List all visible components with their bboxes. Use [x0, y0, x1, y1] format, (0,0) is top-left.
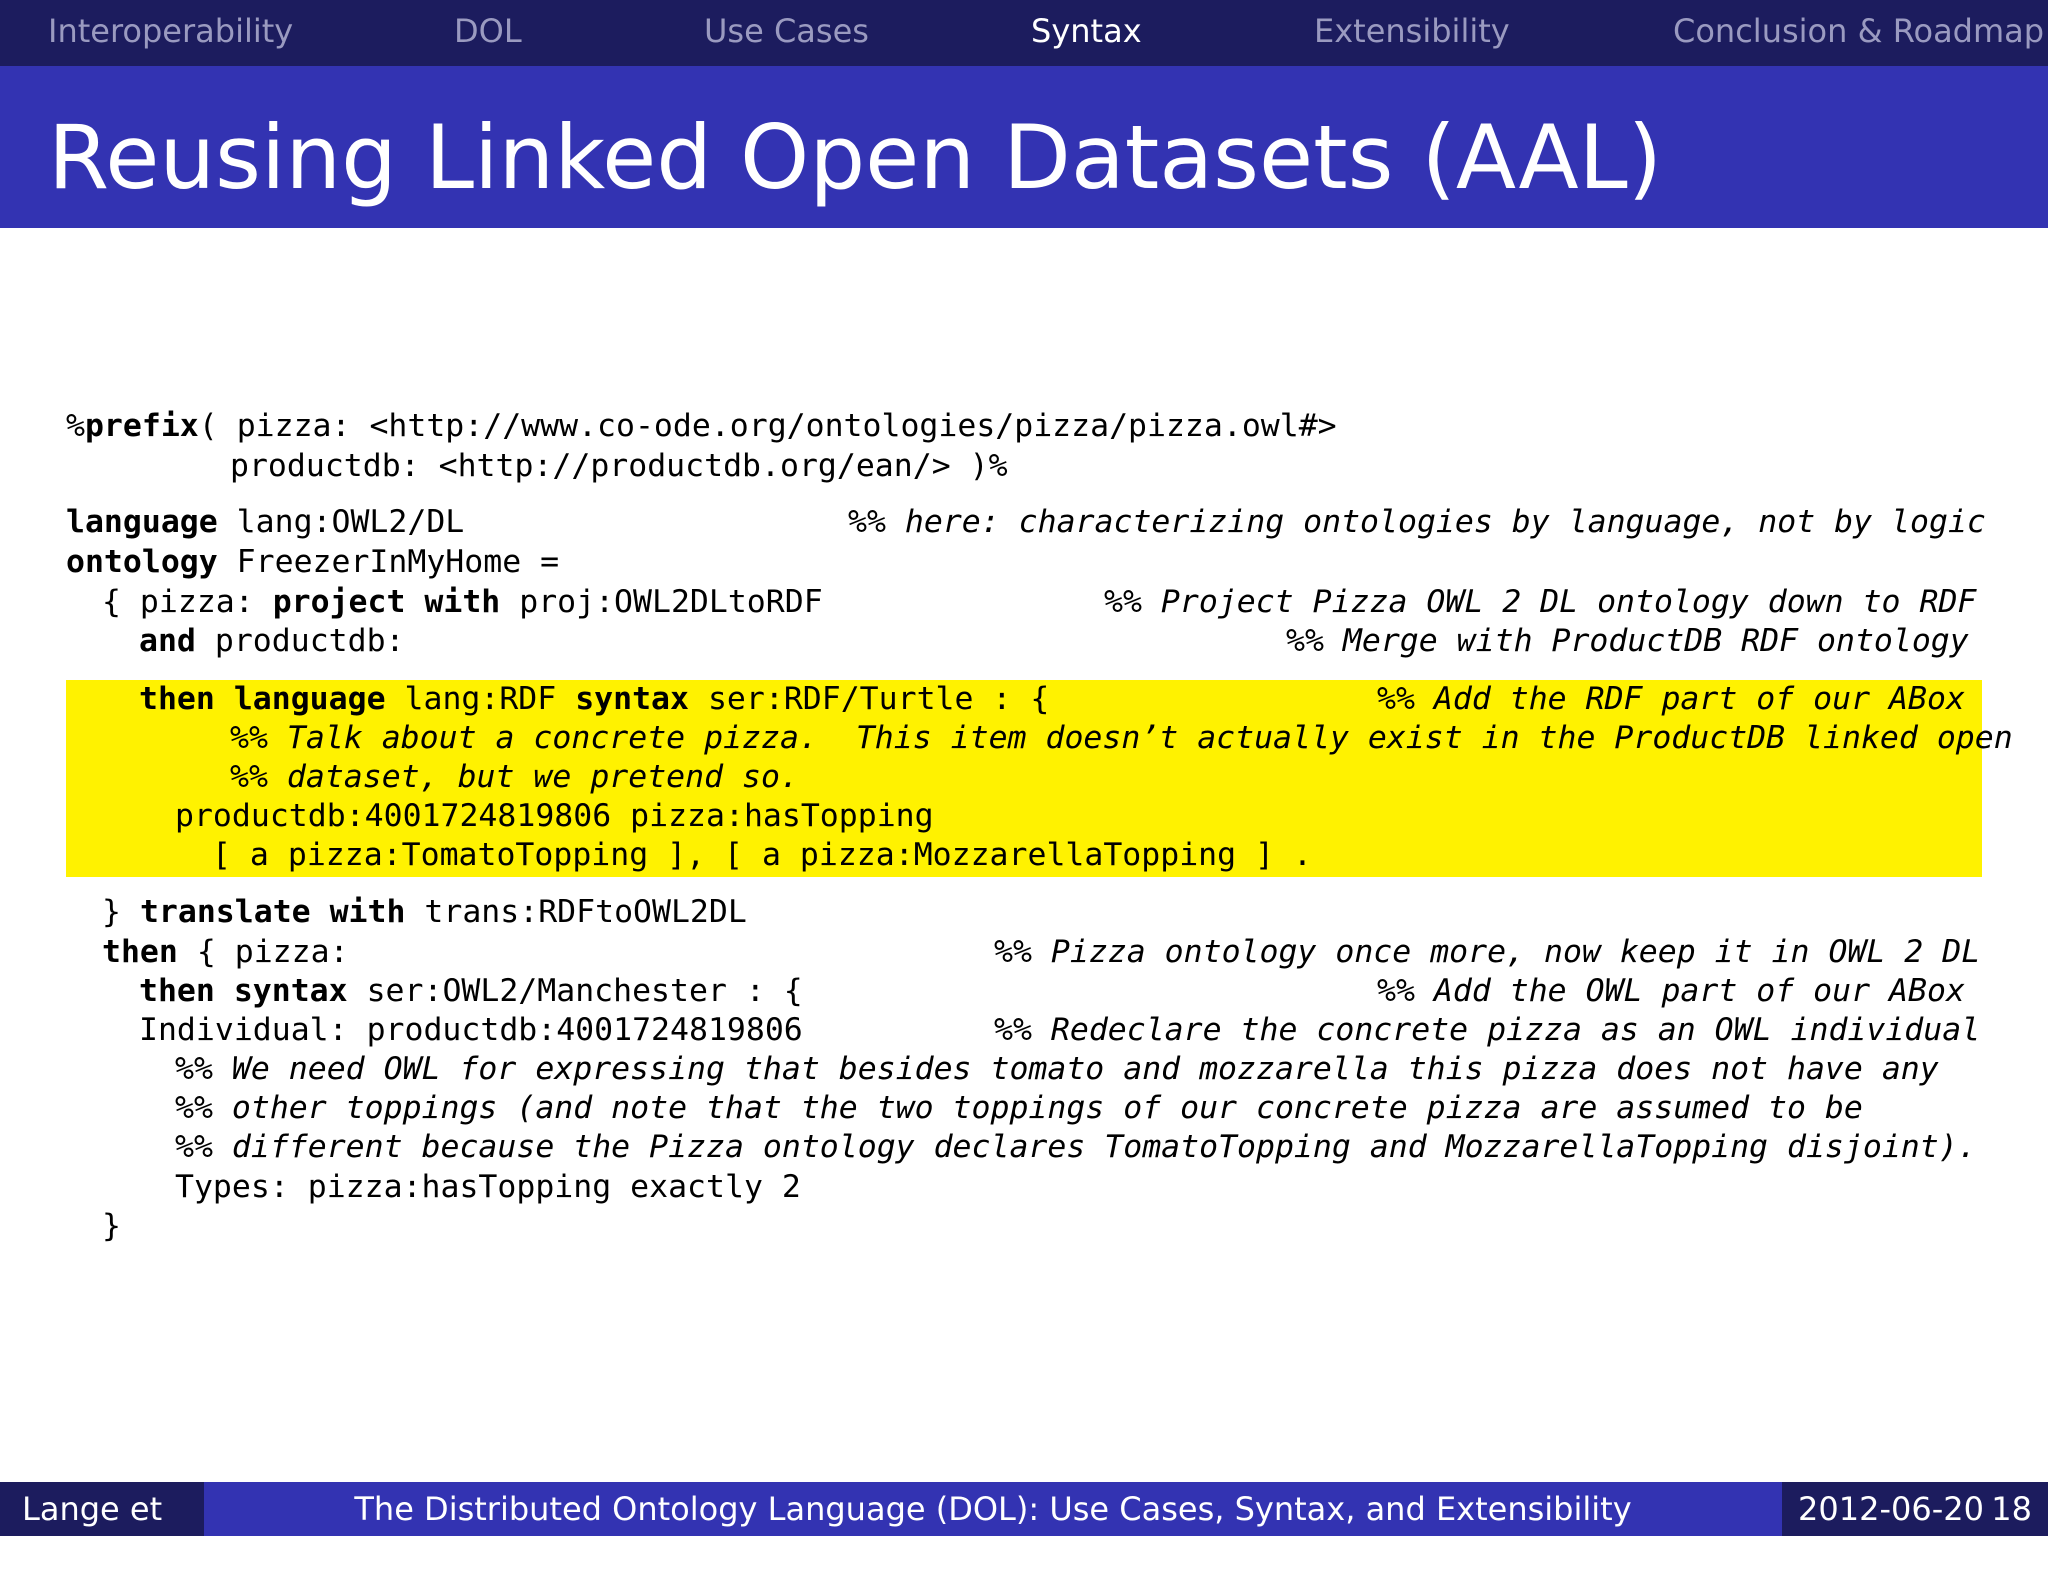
nav-item-dol[interactable]: DOL [454, 12, 522, 50]
nav-item-extensibility[interactable]: Extensibility [1314, 12, 1510, 50]
code-line: then language lang:RDF syntax ser:RDF/Turtle : { [139, 681, 1050, 717]
code-comment: %% Merge with ProductDB RDF ontology [1286, 623, 1969, 659]
footer-date-page [1782, 1482, 2048, 1536]
code-comment: %% Project Pizza OWL 2 DL ontology down to RDF [1104, 584, 1977, 620]
code-line: [ a pizza:TomatoTopping ], [ a pizza:MozzarellaTopping ] . [212, 837, 1312, 873]
slide-title: Reusing Linked Open Datasets (AAL) [48, 106, 1663, 209]
code-line: } translate with trans:RDFtoOWL2DL [102, 894, 747, 930]
code-line: } [102, 1208, 121, 1244]
code-comment: %% other toppings (and note that the two toppings of our concrete pizza are assumed to be [175, 1090, 1863, 1126]
footer-title: The Distributed Ontology Language (DOL): Use Cases, Syntax, and Extensibility [354, 1490, 1632, 1528]
code-line: Types: pizza:hasTopping exactly 2 [175, 1169, 801, 1205]
nav-item-syntax[interactable]: Syntax [1031, 12, 1142, 50]
code-comment: %% We need OWL for expressing that besides tomato and mozzarella this pizza does not have any [175, 1051, 1939, 1087]
code-line: productdb: <http://productdb.org/ean/> )% [230, 448, 1008, 484]
code-line: then { pizza: [102, 934, 349, 970]
code-line: then syntax ser:OWL2/Manchester : { [139, 973, 803, 1009]
code-line: productdb:4001724819806 pizza:hasTopping [175, 798, 934, 834]
footer-date: 2012-06-20 [1798, 1490, 1984, 1528]
footer [0, 1482, 2048, 1582]
footer-author: Lange et al. [0, 1482, 204, 1536]
nav-item-use-cases[interactable]: Use Cases [704, 12, 869, 50]
code-line: ontology FreezerInMyHome = [66, 544, 560, 580]
code-line: Individual: productdb:4001724819806 [139, 1012, 803, 1048]
page-number: 18 [1991, 1490, 2032, 1528]
code-comment: %% Add the RDF part of our ABox [1377, 681, 1965, 717]
code-comment: %% here: characterizing ontologies by language, not by logic [848, 504, 1986, 540]
code-comment: %% Add the OWL part of our ABox [1377, 973, 1965, 1009]
code-comment: %% Redeclare the concrete pizza as an OWL individual [994, 1012, 1981, 1048]
code-comment: %% Talk about a concrete pizza. This item doesn’t actually exist in the ProductDB linked open [230, 720, 2013, 756]
code-line: and productdb: [139, 623, 405, 659]
code-line: language lang:OWL2/DL [66, 504, 465, 540]
code-comment: %% Pizza ontology once more, now keep it in OWL 2 DL [994, 934, 1981, 970]
code-line: { pizza: project with proj:OWL2DLtoRDF [102, 584, 823, 620]
code-line: %prefix( pizza: <http://www.co-ode.org/ontologies/pizza/pizza.owl#> [66, 408, 1337, 444]
code-comment: %% different because the Pizza ontology declares TomatoTopping and MozzarellaTopping disjoint). [175, 1129, 1977, 1165]
nav-item-interoperability[interactable]: Interoperability [48, 12, 294, 50]
nav-item-conclusion-roadmap[interactable]: Conclusion & Roadmap [1673, 12, 2045, 50]
code-comment: %% dataset, but we pretend so. [230, 759, 799, 795]
